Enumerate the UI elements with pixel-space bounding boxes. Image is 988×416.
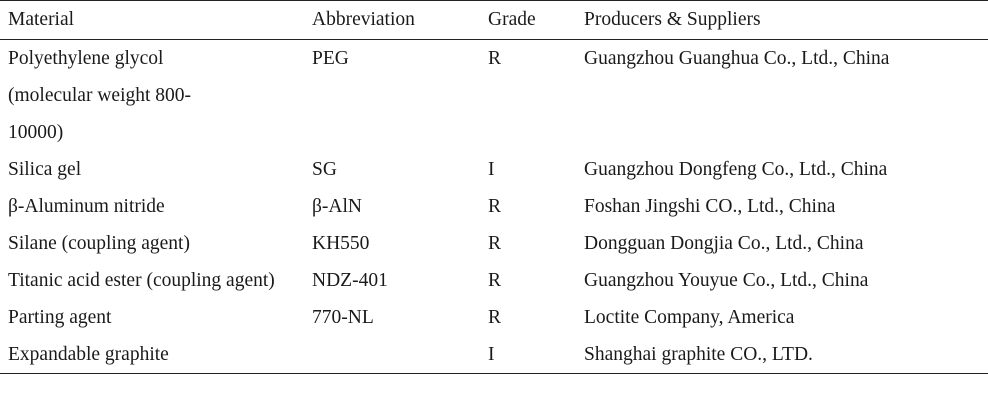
cell-material: β-Aluminum nitride (8, 196, 165, 217)
cell-abbreviation: NDZ-401 (312, 270, 388, 291)
cell-abbreviation (302, 336, 478, 374)
header-grade: Grade (488, 9, 536, 30)
table-header (0, 1, 988, 40)
cell-grade: R (488, 196, 502, 217)
cell-supplier: Guangzhou Youyue Co., Ltd., China (584, 270, 869, 291)
table-row (0, 188, 988, 225)
cell-abbreviation: SG (312, 159, 337, 180)
cell-supplier: Loctite Company, America (584, 307, 795, 328)
header-supplier: Producers & Suppliers (584, 9, 761, 30)
header-abbreviation: Abbreviation (312, 9, 415, 30)
cell-grade: I (488, 344, 495, 365)
cell-supplier: Foshan Jingshi CO., Ltd., China (584, 196, 836, 217)
cell-material: Titanic acid ester (coupling agent) (8, 270, 275, 291)
cell-material: Silane (coupling agent) (8, 233, 190, 254)
table-row (0, 336, 988, 374)
cell-grade: R (488, 307, 502, 328)
cell-abbreviation: PEG (312, 48, 349, 69)
table-row (0, 225, 988, 262)
cell-material: Silica gel (8, 159, 82, 180)
header-material: Material (8, 9, 75, 30)
cell-supplier: Dongguan Dongjia Co., Ltd., China (584, 233, 864, 254)
cell-abbreviation: KH550 (312, 233, 370, 254)
cell-supplier: Guangzhou Guanghua Co., Ltd., China (584, 48, 890, 69)
cell-grade: R (488, 48, 502, 69)
cell-material: Expandable graphite (8, 344, 169, 365)
table-row (0, 40, 988, 152)
cell-grade: R (488, 233, 502, 254)
table-body (0, 40, 988, 374)
cell-grade: I (488, 159, 495, 180)
cell-material: Parting agent (8, 307, 112, 328)
cell-supplier: Guangzhou Dongfeng Co., Ltd., China (584, 159, 888, 180)
table-row (0, 262, 988, 299)
header-row (0, 1, 988, 40)
cell-supplier: Shanghai graphite CO., LTD. (584, 344, 813, 365)
cell-grade: R (488, 270, 502, 291)
cell-abbreviation: 770-NL (312, 307, 374, 328)
cell-abbreviation: β-AlN (312, 196, 362, 217)
cell-material: Polyethylene glycol (molecular weight 800-10000) (8, 48, 192, 143)
table-row (0, 151, 988, 188)
table-row (0, 299, 988, 336)
